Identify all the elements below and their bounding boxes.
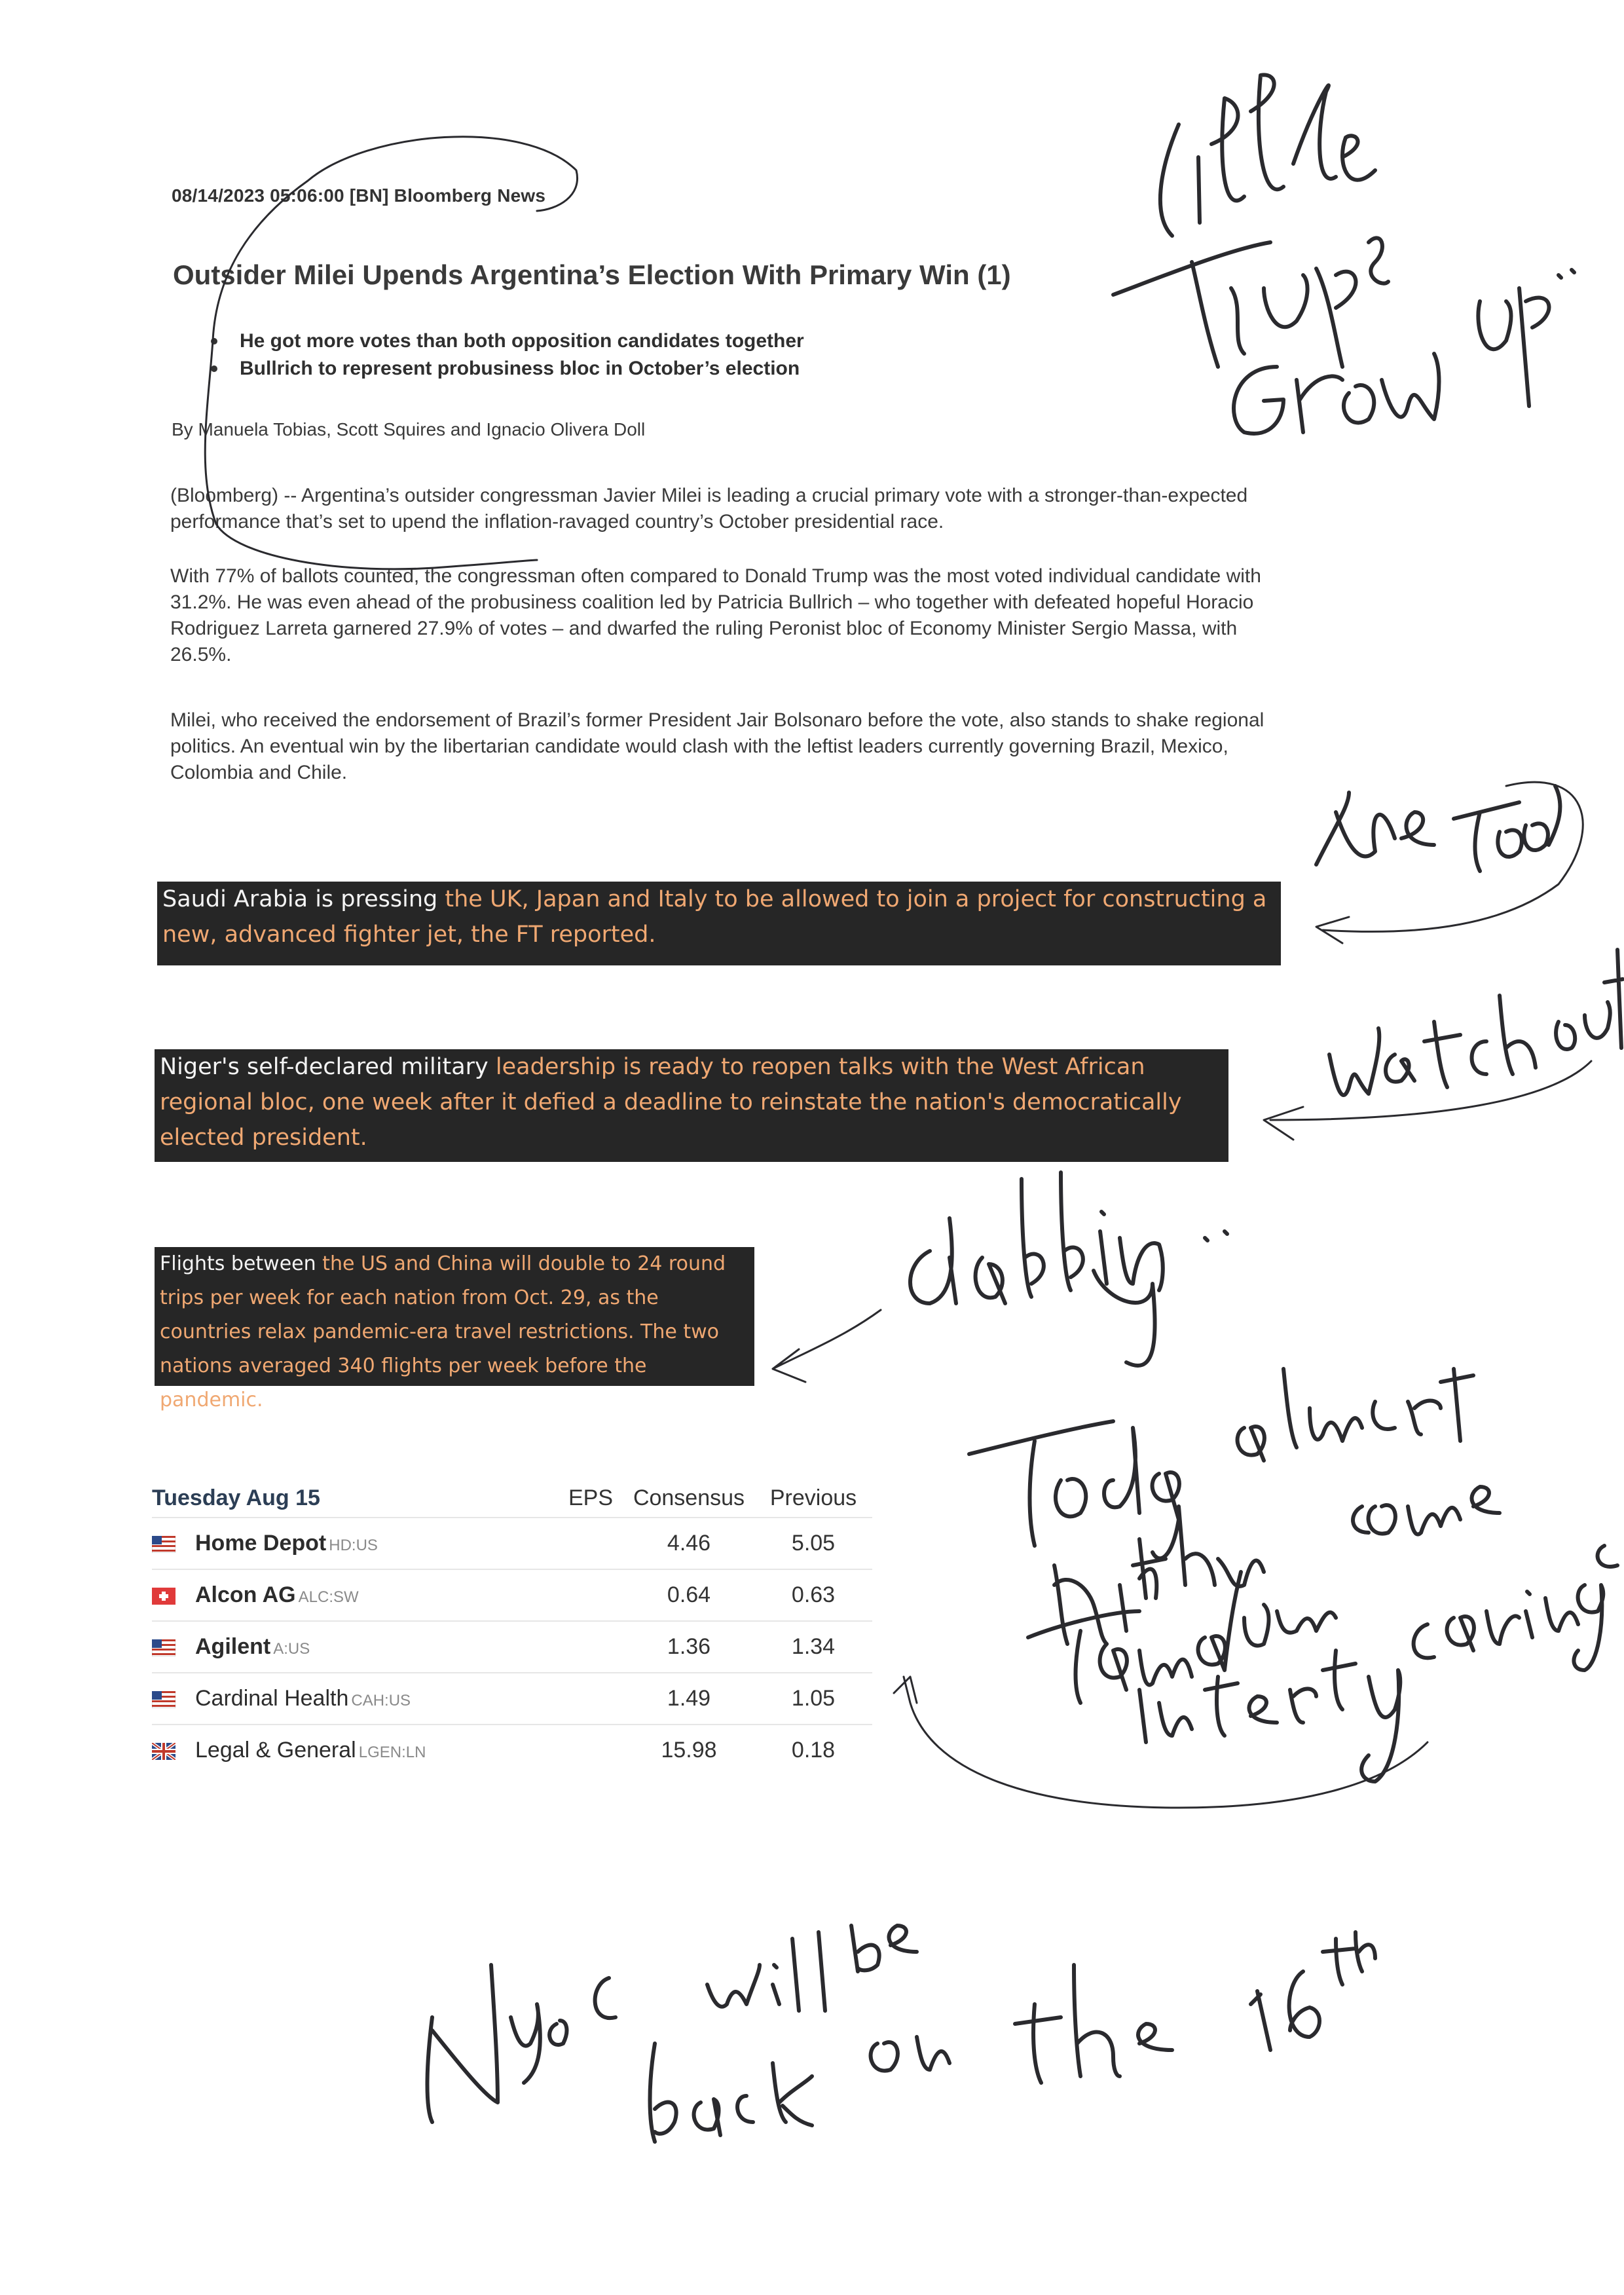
company-ticker: CAH:US bbox=[351, 1692, 411, 1709]
previous-value: 1.05 bbox=[754, 1673, 872, 1725]
eps-value bbox=[558, 1673, 623, 1725]
news-box-text: the UK, Japan and Italy to be allowed to join a project for constructing a new, advanced fighter jet, the FT reported. bbox=[162, 886, 1267, 948]
article-paragraph: Milei, who received the endorsement of Brazil’s former President Jair Bolsonaro before the vote, also stands to shake regional politics. An eventual win by the libertarian candidate would clash with the leftist leaders currently governing Brazil, Mexico, Colombia and Chile. bbox=[170, 709, 1264, 783]
previous-value: 0.63 bbox=[754, 1569, 872, 1621]
note-watch-out bbox=[1264, 950, 1623, 1140]
company-ticker: A:US bbox=[273, 1640, 310, 1658]
earnings-header-row bbox=[152, 1479, 872, 1518]
table-row bbox=[152, 1621, 872, 1673]
consensus-value: 0.64 bbox=[623, 1569, 754, 1621]
article-byline: By Manuela Tobias, Scott Squires and Ignacio Olivera Doll bbox=[172, 419, 646, 439]
previous-value: 0.18 bbox=[754, 1725, 872, 1776]
eps-value bbox=[558, 1569, 623, 1621]
us-flag-icon bbox=[152, 1639, 175, 1656]
note-today-almost-nothing bbox=[894, 1369, 1617, 1808]
company-name: Home Depot bbox=[195, 1531, 327, 1556]
consensus-value: 4.46 bbox=[623, 1518, 754, 1569]
us-flag-icon bbox=[152, 1536, 175, 1553]
article-bullet: Bullrich to represent probusiness bloc in October’s election bbox=[203, 355, 804, 382]
consensus-value: 15.98 bbox=[623, 1725, 754, 1776]
column-header-previous: Previous bbox=[769, 1485, 857, 1510]
article-bullet: He got more votes than both opposition candidates together bbox=[203, 327, 804, 355]
eps-value bbox=[558, 1518, 623, 1569]
company-ticker: LGEN:LN bbox=[358, 1744, 426, 1761]
uk-flag-icon bbox=[152, 1743, 175, 1760]
company-name: Alcon AG bbox=[195, 1582, 296, 1607]
previous-value: 5.05 bbox=[754, 1518, 872, 1569]
swiss-flag-icon bbox=[152, 1588, 175, 1605]
article-paragraph: (Bloomberg) -- Argentina’s outsider congressman Javier Milei is leading a crucial primary vote with a stronger-than-expected performance that’s set to upend the inflation-ravaged country’s October presidential race. bbox=[170, 485, 1248, 532]
note-dabbling bbox=[773, 1172, 1227, 1382]
eps-value bbox=[558, 1621, 623, 1673]
table-row bbox=[152, 1569, 872, 1621]
company-ticker: HD:US bbox=[329, 1537, 378, 1554]
company-ticker: ALC:SW bbox=[298, 1588, 359, 1606]
news-box-lead: Flights between bbox=[160, 1252, 316, 1275]
earnings-day: Tuesday Aug 15 bbox=[152, 1485, 320, 1510]
column-header-consensus: Consensus bbox=[633, 1485, 745, 1510]
article-dateline: 08/14/2023 05:06:00 [BN] Bloomberg News bbox=[172, 185, 546, 206]
column-header-eps: EPS bbox=[568, 1485, 614, 1510]
note-nyoc-back bbox=[428, 1926, 1376, 2142]
table-row bbox=[152, 1518, 872, 1569]
article-bullet-list bbox=[203, 327, 804, 382]
news-box-text: the US and China will double to 24 round trips per week for each nation from Oct. 29, as the countries relax pandemic-era travel restrictions. The two nations averaged 340 flights per week before the pandemic. bbox=[160, 1252, 726, 1411]
note-me-too bbox=[1316, 782, 1583, 943]
news-box-flights bbox=[155, 1247, 754, 1411]
earnings-table bbox=[152, 1479, 872, 1776]
note-little-trumps bbox=[1113, 75, 1574, 434]
article-headline: Outsider Milei Upends Argentina’s Election With Primary Win (1) bbox=[173, 259, 1011, 290]
news-box-saudi bbox=[157, 882, 1281, 965]
previous-value: 1.34 bbox=[754, 1621, 872, 1673]
news-box-text: leadership is ready to reopen talks with the West African regional bloc, one week after it defied a deadline to reinstate the nation's democratically elected president. bbox=[160, 1054, 1182, 1151]
consensus-value: 1.36 bbox=[623, 1621, 754, 1673]
table-row bbox=[152, 1725, 872, 1776]
us-flag-icon bbox=[152, 1691, 175, 1708]
news-box-niger bbox=[155, 1049, 1228, 1162]
news-box-lead: Saudi Arabia is pressing bbox=[162, 886, 438, 912]
company-name: Legal & General bbox=[195, 1738, 356, 1763]
eps-value bbox=[558, 1725, 623, 1776]
consensus-value: 1.49 bbox=[623, 1673, 754, 1725]
table-row bbox=[152, 1673, 872, 1725]
article-paragraph: With 77% of ballots counted, the congressman often compared to Donald Trump was the most voted individual candidate with 31.2%. He was even ahead of the probusiness coalition led by Patricia Bullrich – who together with defeated hopeful Horacio Rodriguez Larreta garnered 27.9% of votes – and dwarfed the ruling Peronist bloc of Economy Minister Sergio Massa, with 26.5%. bbox=[170, 565, 1261, 665]
news-box-lead: Niger's self-declared military bbox=[160, 1054, 489, 1080]
company-name: Cardinal Health bbox=[195, 1686, 349, 1711]
company-name: Agilent bbox=[195, 1634, 271, 1659]
